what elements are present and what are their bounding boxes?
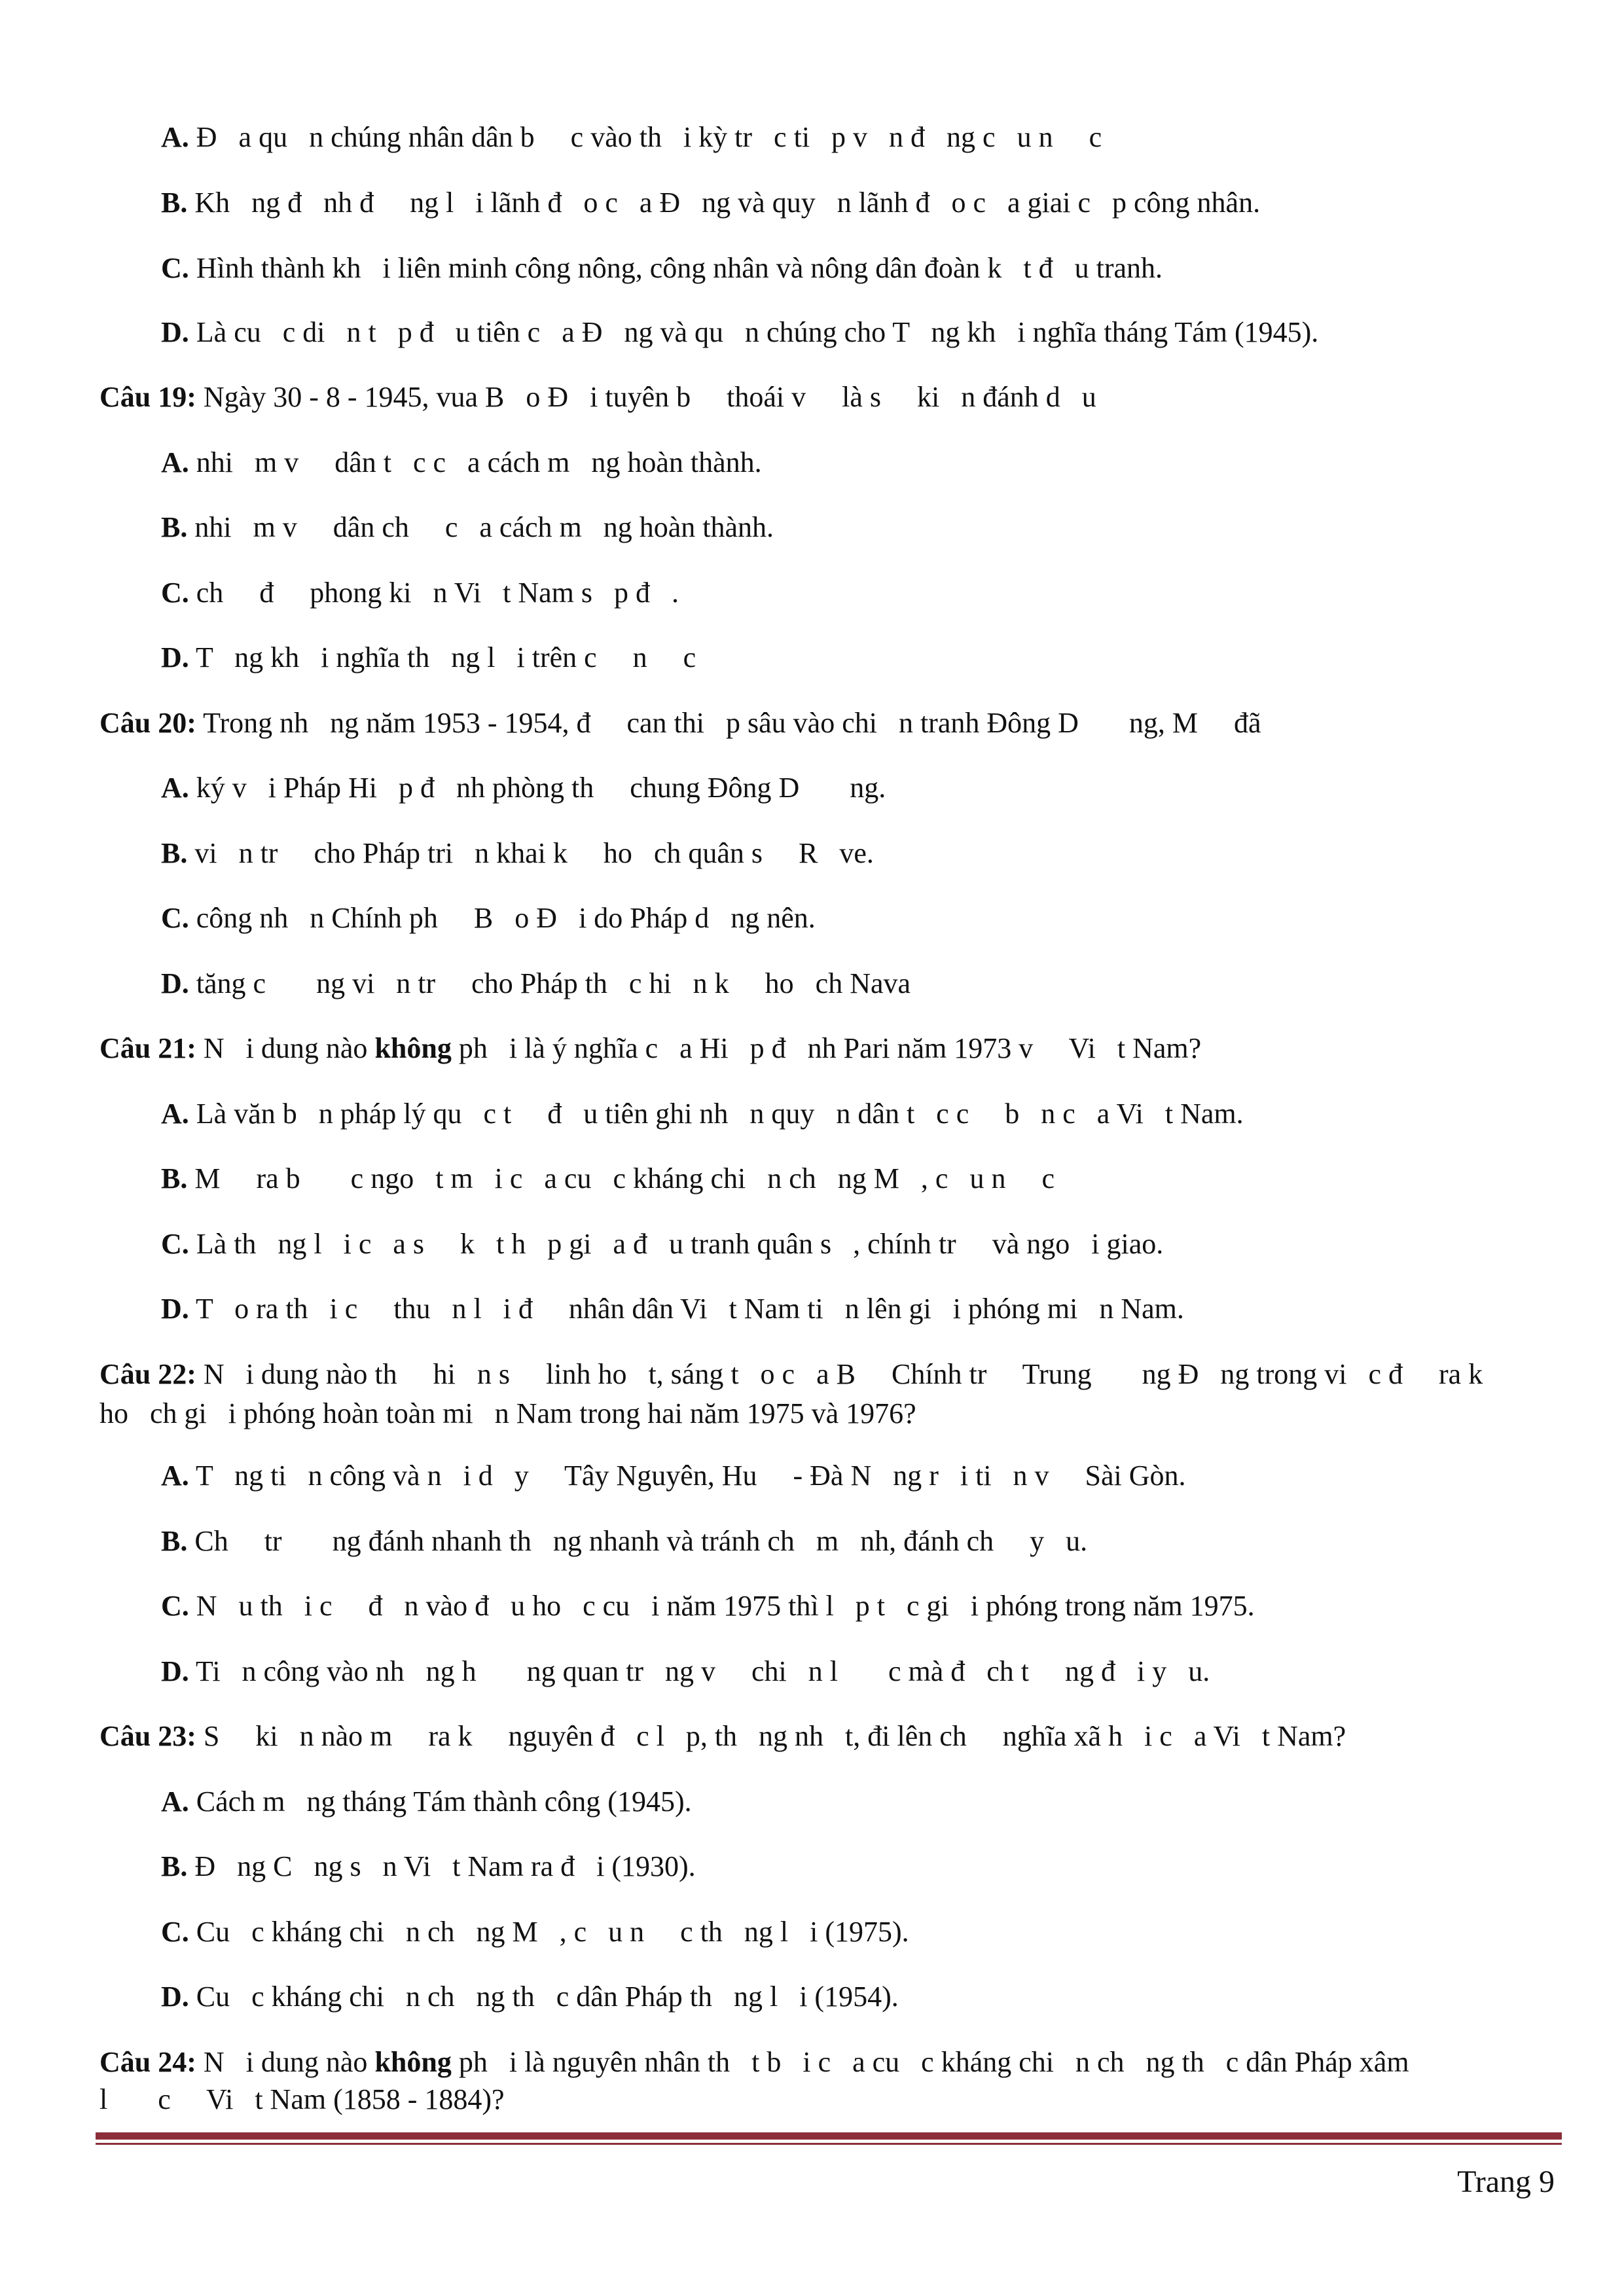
line-3: C. Hình thành kh i liên minh công nông, công nhân và nông dân đoàn k t đ u tranh. [161, 252, 1163, 284]
question-21: Câu 21: N i dung nào không ph i là ý nghĩa c a Hi p đ nh Pari năm 1973 v Vi t Nam? [99, 1032, 1202, 1064]
question-23: Câu 23: S ki n nào m ra k nguyên đ c l p, th ng nh t, đi lên ch nghĩa xã h i c a Vi t Nam? [99, 1720, 1346, 1752]
question-22-option-a: A. T ng ti n công và n i d y Tây Nguyên, Hu - Đà N ng r i ti n v Sài Gòn. [161, 1460, 1186, 1492]
question-20-option-b: B. vi n tr cho Pháp tri n khai k ho ch quân s R ve. [161, 837, 874, 869]
question-23-option-a: A. Cách m ng tháng Tám thành công (1945). [161, 1785, 692, 1818]
question-20-option-c: C. công nh n Chính ph B o Đ i do Pháp d ng nên. [161, 902, 816, 934]
question-24: Câu 24: N i dung nào không ph i là nguyên nhân th t b i c a cu c kháng chi n ch ng th c dân Pháp xâm [99, 2046, 1409, 2078]
question-21-option-b: B. M ra b c ngo t m i c a cu c kháng chi n ch ng M , c u n c [161, 1162, 1055, 1194]
question-19-option-c: C. ch đ phong ki n Vi t Nam s p đ . [161, 577, 679, 609]
question-23-option-c: C. Cu c kháng chi n ch ng M , c u n c th ng l i (1975). [161, 1916, 909, 1948]
question-22-continued: ho ch gi i phóng hoàn toàn mi n Nam trong hai năm 1975 và 1976? [99, 1397, 916, 1429]
question-22-option-b: B. Ch tr ng đánh nhanh th ng nhanh và tránh ch m nh, đánh ch y u. [161, 1525, 1088, 1557]
question-20: Câu 20: Trong nh ng năm 1953 - 1954, đ can thi p sâu vào chi n tranh Đông D ng, M đã [99, 707, 1261, 739]
question-21-option-c: C. Là th ng l i c a s k t h p gi a đ u tranh quân s , chính tr và ngo i giao. [161, 1228, 1164, 1260]
footer-rule [96, 2132, 1562, 2140]
question-19: Câu 19: Ngày 30 - 8 - 1945, vua B o Đ i tuyên b thoái v là s ki n đánh d u [99, 381, 1096, 413]
line-1: A. Đ a qu n chúng nhân dân b c vào th i kỳ tr c ti p v n đ ng c u n c [161, 121, 1102, 153]
question-20-option-a: A. ký v i Pháp Hi p đ nh phòng th chung Đông D ng. [161, 772, 886, 804]
question-22-option-d: D. Ti n công vào nh ng h ng quan tr ng v chi n l c mà đ ch t ng đ i y u. [161, 1655, 1210, 1687]
footer-rule-thin [96, 2143, 1562, 2145]
question-22-option-c: C. N u th i c đ n vào đ u ho c cu i năm 1975 thì l p t c gi i phóng trong năm 1975. [161, 1590, 1255, 1622]
question-19-option-d: D. T ng kh i nghĩa th ng l i trên c n c [161, 641, 696, 673]
question-19-option-a: A. nhi m v dân t c c a cách m ng hoàn thành. [161, 446, 762, 478]
line-2: B. Kh ng đ nh đ ng l i lãnh đ o c a Đ ng và quy n lãnh đ o c a giai c p công nhân. [161, 187, 1261, 219]
question-24-continued: l c Vi t Nam (1858 - 1884)? [99, 2083, 505, 2115]
question-22: Câu 22: N i dung nào th hi n s linh ho t, sáng t o c a B Chính tr Trung ng Đ ng trong vi c đ ra k [99, 1358, 1483, 1390]
question-21-option-a: A. Là văn b n pháp lý qu c t đ u tiên ghi nh n quy n dân t c c b n c a Vi t Nam. [161, 1098, 1244, 1130]
question-20-option-d: D. tăng c ng vi n tr cho Pháp th c hi n k ho ch Nava [161, 967, 911, 999]
question-23-option-d: D. Cu c kháng chi n ch ng th c dân Pháp th ng l i (1954). [161, 1981, 899, 2013]
line-4: D. Là cu c di n t p đ u tiên c a Đ ng và qu n chúng cho T ng kh i nghĩa tháng Tám (1945). [161, 316, 1319, 348]
question-19-option-b: B. nhi m v dân ch c a cách m ng hoàn thành. [161, 511, 774, 543]
question-23-option-b: B. Đ ng C ng s n Vi t Nam ra đ i (1930). [161, 1850, 696, 1882]
page-number: Trang 9 [1457, 2164, 1555, 2199]
question-21-option-d: D. T o ra th i c thu n l i đ nhân dân Vi t Nam ti n lên gi i phóng mi n Nam. [161, 1293, 1184, 1325]
